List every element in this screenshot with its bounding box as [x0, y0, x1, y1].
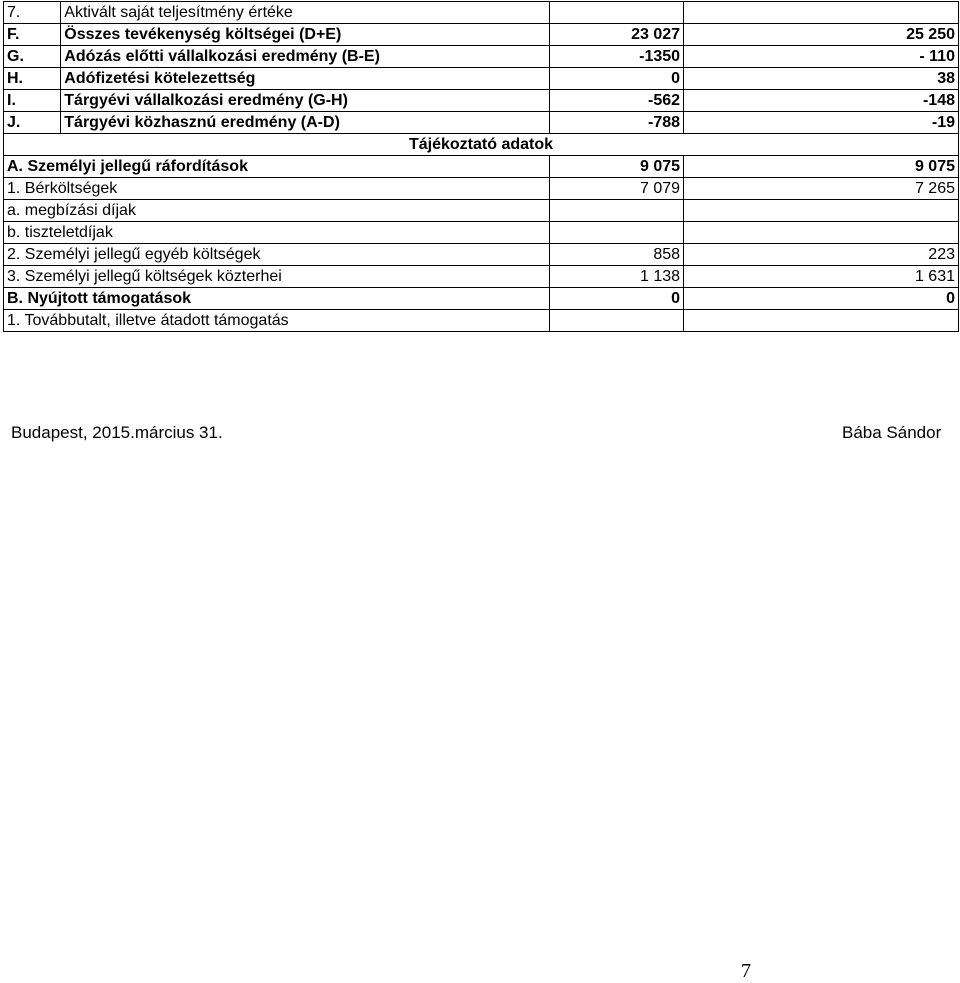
- table-row: [4, 178, 959, 200]
- table-row: [4, 68, 959, 90]
- row-value-prev-year: -1350: [549, 46, 683, 68]
- row-value-prev-year: 1 138: [549, 266, 683, 288]
- section-header-row: [4, 134, 959, 156]
- row-value-prev-year: -562: [549, 90, 683, 112]
- row-value-current-year: [684, 222, 959, 244]
- row-label: Tárgyévi vállalkozási eredmény (G-H): [61, 90, 549, 112]
- row-label: Aktivált saját teljesítmény értéke: [61, 2, 549, 24]
- row-value-current-year: [684, 200, 959, 222]
- row-label: 3. Személyi jellegű költségek közterhei: [4, 266, 550, 288]
- row-value-current-year: -19: [684, 112, 959, 134]
- signatory-name: Bába Sándor: [842, 423, 942, 442]
- row-value-current-year: [684, 310, 959, 332]
- table-row: [4, 288, 959, 310]
- table-row: [4, 244, 959, 266]
- place-and-date: Budapest, 2015.március 31.: [11, 423, 223, 442]
- table-row: [4, 200, 959, 222]
- row-label: 2. Személyi jellegű egyéb költségek: [4, 244, 550, 266]
- table-row: [4, 2, 959, 24]
- row-value-prev-year: 23 027: [549, 24, 683, 46]
- row-label: Tárgyévi közhasznú eredmény (A-D): [61, 112, 549, 134]
- row-value-current-year: 1 631: [684, 266, 959, 288]
- row-value-prev-year: [549, 200, 683, 222]
- row-value-current-year: - 110: [684, 46, 959, 68]
- row-value-prev-year: 858: [549, 244, 683, 266]
- table-row: [4, 24, 959, 46]
- row-value-current-year: 7 265: [684, 178, 959, 200]
- table-row: [4, 222, 959, 244]
- row-code: H.: [4, 68, 61, 90]
- table-row: [4, 112, 959, 134]
- row-value-prev-year: -788: [549, 112, 683, 134]
- row-code: 7.: [4, 2, 61, 24]
- row-code: I.: [4, 90, 61, 112]
- row-label: A. Személyi jellegű ráfordítások: [4, 156, 550, 178]
- row-value-prev-year: 0: [549, 68, 683, 90]
- row-value-prev-year: 0: [549, 288, 683, 310]
- row-label: b. tiszteletdíjak: [4, 222, 550, 244]
- row-label: 1. Továbbutalt, illetve átadott támogatás: [4, 310, 550, 332]
- table-row: [4, 266, 959, 288]
- section-header: Tájékoztató adatok: [4, 134, 959, 156]
- row-value-current-year: 223: [684, 244, 959, 266]
- row-value-current-year: [684, 2, 959, 24]
- row-code: F.: [4, 24, 61, 46]
- row-value-prev-year: [549, 2, 683, 24]
- row-value-prev-year: [549, 310, 683, 332]
- row-label: B. Nyújtott támogatások: [4, 288, 550, 310]
- row-value-current-year: 25 250: [684, 24, 959, 46]
- row-label: Adófizetési kötelezettség: [61, 68, 549, 90]
- row-label: Adózás előtti vállalkozási eredmény (B-E): [61, 46, 549, 68]
- row-code: J.: [4, 112, 61, 134]
- table-row: [4, 156, 959, 178]
- row-value-current-year: 9 075: [684, 156, 959, 178]
- row-value-current-year: 0: [684, 288, 959, 310]
- row-label: a. megbízási díjak: [4, 200, 550, 222]
- row-value-current-year: 38: [684, 68, 959, 90]
- row-value-prev-year: [549, 222, 683, 244]
- table-row: [4, 46, 959, 68]
- row-label: Összes tevékenység költségei (D+E): [61, 24, 549, 46]
- row-value-prev-year: 9 075: [549, 156, 683, 178]
- row-value-current-year: -148: [684, 90, 959, 112]
- table-row: [4, 310, 959, 332]
- row-value-prev-year: 7 079: [549, 178, 683, 200]
- row-code: G.: [4, 46, 61, 68]
- financial-report-table: [3, 1, 959, 332]
- page-number: 7: [741, 960, 751, 982]
- row-label: 1. Bérköltségek: [4, 178, 550, 200]
- table-row: [4, 90, 959, 112]
